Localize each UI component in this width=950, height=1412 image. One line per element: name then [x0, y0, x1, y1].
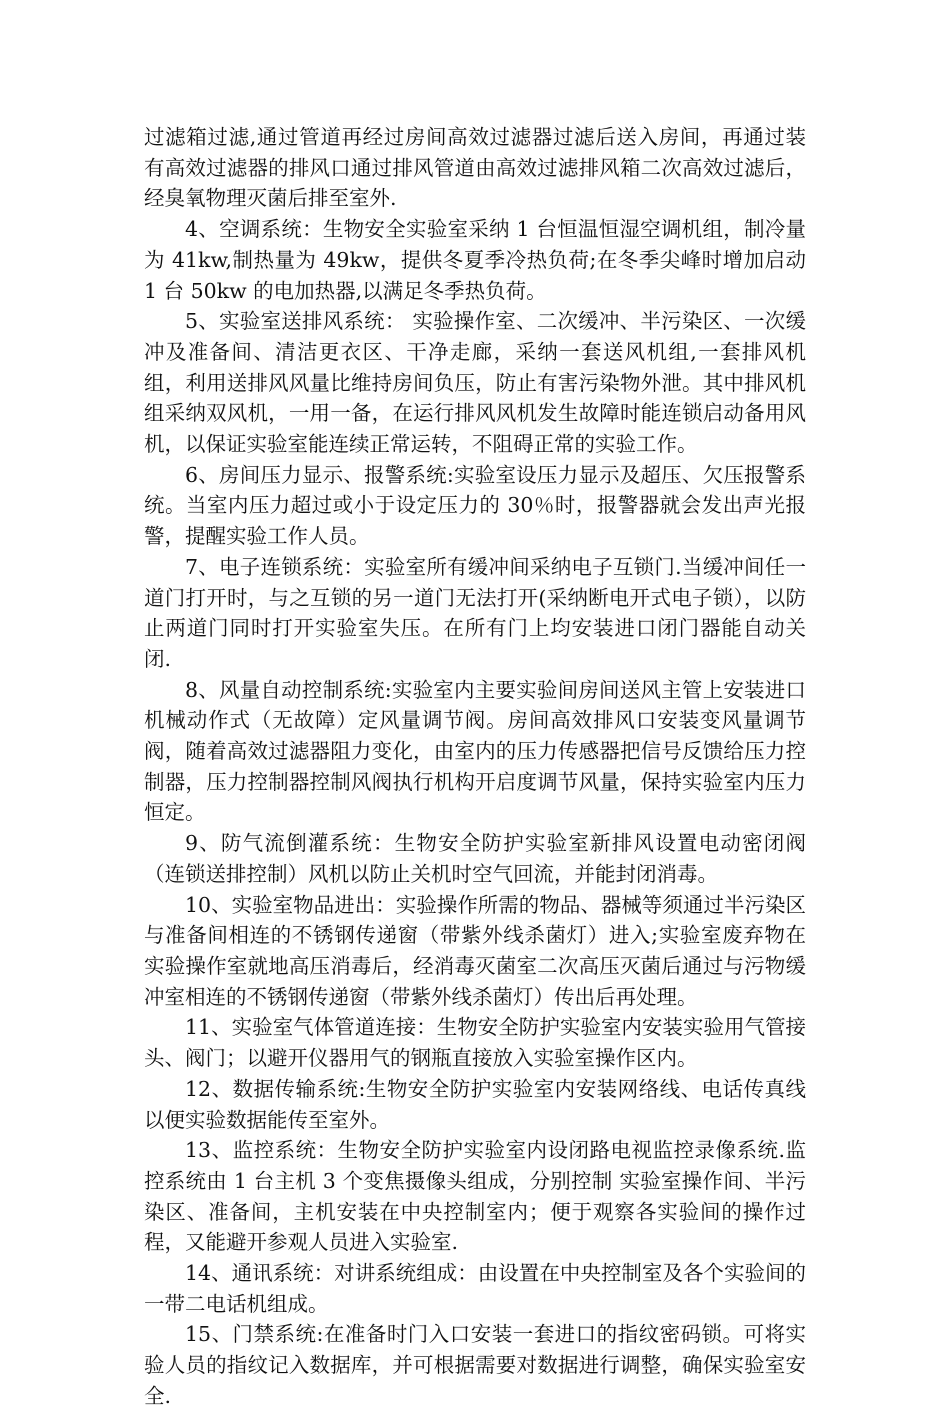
- paragraph-access-control: 15、门禁系统:在准备时门入口安装一套进口的指纹密码锁。可将实验人员的指纹记入数据库，并可根据需要对数据进行调整，确保实验室安全.: [144, 1322, 806, 1408]
- paragraph-item-transfer: 10、实验室物品进出：实验操作所需的物品、器械等须通过半污染区与准备间相连的不锈钢传递窗（带紫外线杀菌灯）进入;实验室废弃物在实验操作室就地高压消毒后，经消毒灭菌室二次高压灭菌后通过与污物缓冲室相连的不锈钢传递窗（带紫外线杀菌灯）传出后再处理。: [144, 892, 806, 1009]
- document-body: [144, 122, 806, 1412]
- paragraph-pressure-alarm-system: 6、房间压力显示、报警系统:实验室设压力显示及超压、欠压报警系统。当室内压力超过或小于设定压力的 30％时，报警器就会发出声光报警，提醒实验工作人员。: [144, 462, 806, 549]
- paragraph-communication-system: 14、通讯系统：对讲系统组成：由设置在中央控制室及各个实验间的一带二电话机组成。: [144, 1261, 806, 1316]
- paragraph-gas-piping: 11、实验室气体管道连接：生物安全防护实验室内安装实验用气管接头、阀门；以避开仪器用气的钢瓶直接放入实验室操作区内。: [144, 1015, 806, 1071]
- paragraph-continuation: 过滤箱过滤,通过管道再经过房间高效过滤器过滤后送入房间，再通过装有高效过滤器的排风口通过排风管道由高效过滤排风箱二次高效过滤后，经臭氧物理灭菌后排至室外.: [144, 125, 806, 211]
- paragraph-backflow-prevention: 9、防气流倒灌系统：生物安全防护实验室新排风设置电动密闭阀（连锁送排控制）风机以防止关机时空气回流，并能封闭消毒。: [144, 831, 806, 886]
- paragraph-data-transmission: 12、数据传输系统:生物安全防护实验室内安装网络线、电话传真线以便实验数据能传至室外。: [144, 1076, 806, 1132]
- paragraph-monitoring-system: 13、监控系统：生物安全防护实验室内设闭路电视监控录像系统.监控系统由 1 台主机 3 个变焦摄像头组成，分别控制 实验室操作间、半污染区、准备间，主机安装在中央控制室内；便于观察各实验间的操作过程，又能避开参观人员进入实验室.: [144, 1138, 806, 1255]
- paragraph-supply-exhaust-system: 5、实验室送排风系统： 实验操作室、二次缓冲、半污染区、一次缓冲及准备间、清洁更衣区、干净走廊，采纳一套送风机组,一套排风机组，利用送排风风量比维持房间负压，防止有害污染物外泄。其中排风机组采纳双风机，一用一备，在运行排风风机发生故障时能连锁启动备用风机，以保证实验室能连续正常运转，不阻碍正常的实验工作。: [144, 309, 806, 457]
- paragraph-hvac-system: 4、空调系统：生物安全实验室采纳 1 台恒温恒湿空调机组，制冷量为 41kw,制热量为 49kw，提供冬夏季冷热负荷;在冬季尖峰时增加启动 1 台 50kw 的电加热器,以满足冬季热负荷。: [144, 217, 806, 303]
- paragraph-airflow-control: 8、风量自动控制系统:实验室内主要实验间房间送风主管上安装进口机械动作式（无故障）定风量调节阀。房间高效排风口安装变风量调节阀，随着高效过滤器阻力变化，由室内的压力传感器把信号反馈给压力控制器，压力控制器控制风阀执行机构开启度调节风量，保持实验室内压力恒定。: [144, 677, 806, 825]
- paragraph-electronic-interlock: 7、电子连锁系统：实验室所有缓冲间采纳电子互锁门.当缓冲间任一道门打开时，与之互锁的另一道门无法打开(采纳断电开式电子锁），以防止两道门同时打开实验室失压。在所有门上均安装进口闭门器能自动关闭.: [144, 554, 806, 671]
